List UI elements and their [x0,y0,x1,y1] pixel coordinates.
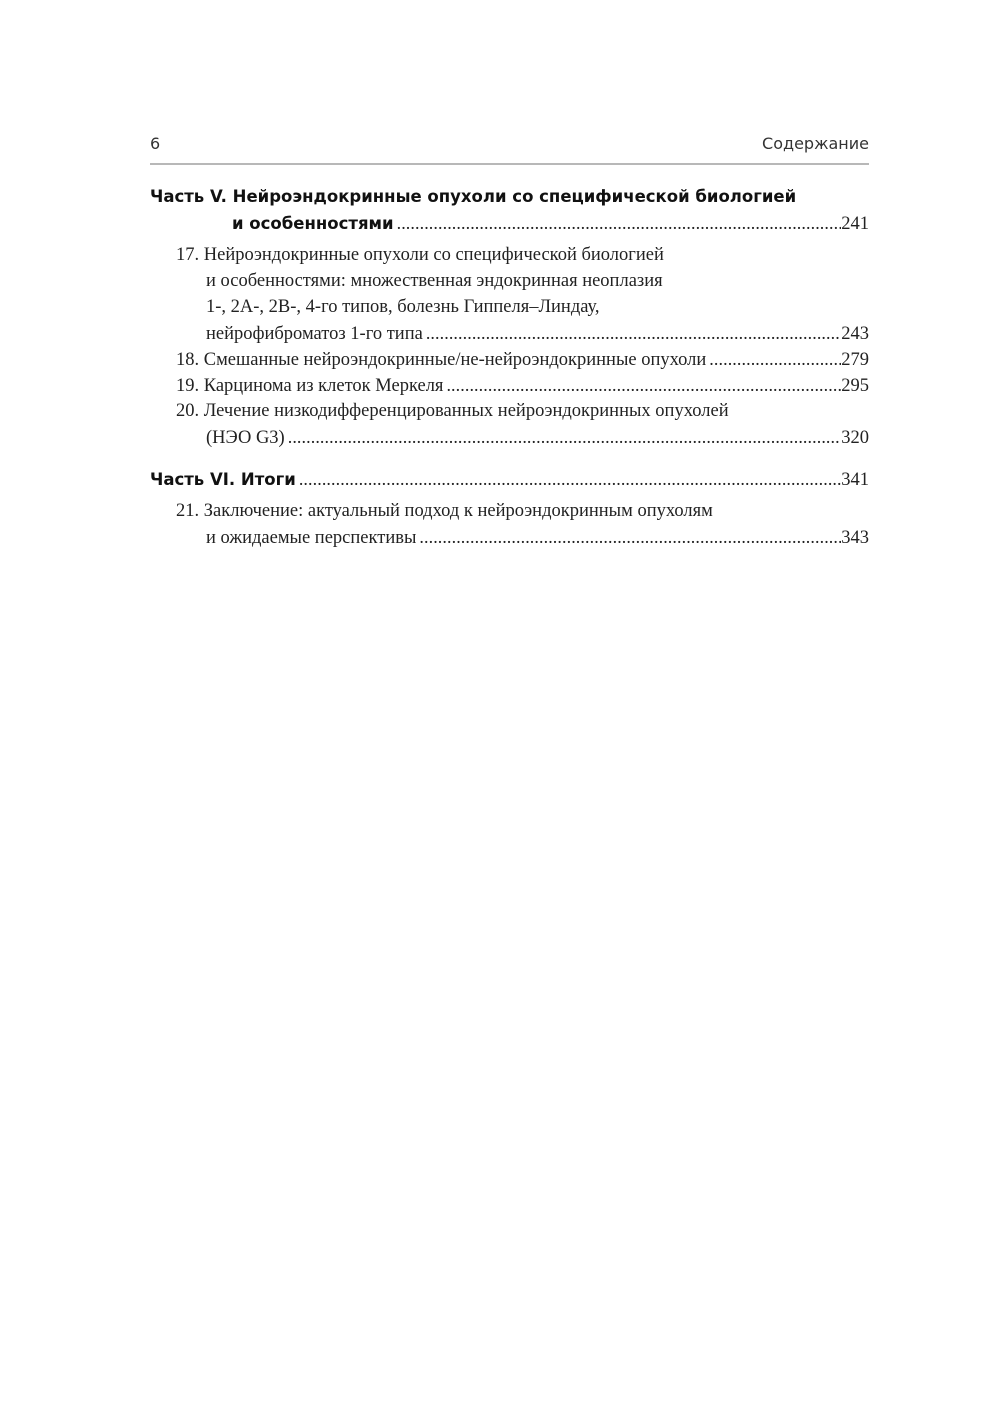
toc-ch18-entry [176,346,869,372]
toc-ch20-page: 320 [841,428,869,448]
toc-ch20-line2: (НЭО G3) [206,428,285,448]
toc-part5-title-line2: и особенностями [232,214,394,233]
toc-leader-dots [423,320,841,346]
toc-leader-dots [394,210,842,236]
toc-ch21-line1: 21. Заключение: актуальный подход к нейроэндокринным опухолям [176,501,713,521]
header-rule [150,163,869,165]
toc-ch21-entry [206,524,869,550]
toc-leader-dots [443,372,841,398]
running-header [150,134,869,158]
toc-ch21-line2: и ожидаемые перспективы [206,528,417,548]
toc-part6-title: Часть VI. Итоги [150,470,296,489]
toc-ch17-line2: и особенностями: множественная эндокринная неоплазия [206,271,663,291]
toc-ch18-title: 18. Смешанные нейроэндокринные/не-нейроэндокринные опухоли [176,350,707,370]
toc-ch18-page: 279 [841,350,869,370]
toc-leader-dots [706,346,841,372]
toc-leader-dots [296,466,841,492]
toc-ch19-entry [176,372,869,398]
toc-part6-entry [150,466,869,492]
toc-leader-dots [285,424,842,450]
toc-ch17-page: 243 [841,324,869,344]
page-number: 6 [150,134,161,153]
toc-ch19-page: 295 [841,376,869,396]
toc-leader-dots [416,524,841,550]
toc-ch20-entry [206,424,869,450]
toc-part5-page: 241 [841,214,869,234]
toc-ch17-line3: 1-, 2А-, 2В-, 4-го типов, болезнь Гиппеля–Линдау, [206,297,600,317]
toc-part5-entry [232,210,869,236]
toc-ch17-line1: 17. Нейроэндокринные опухоли со специфической биологией [176,245,664,265]
toc-ch20-line1: 20. Лечение низкодифференцированных нейроэндокринных опухолей [176,401,729,421]
toc-part6-page: 341 [841,470,869,490]
toc-ch17-entry [206,320,869,346]
toc-part5-title-line1: Часть V. Нейроэндокринные опухоли со специфической биологией [150,187,797,206]
running-title: Содержание [762,134,869,153]
toc-ch21-page: 343 [841,528,869,548]
toc-ch17-line4: нейрофиброматоз 1-го типа [206,324,423,344]
toc-ch19-title: 19. Карцинома из клеток Меркеля [176,376,444,396]
